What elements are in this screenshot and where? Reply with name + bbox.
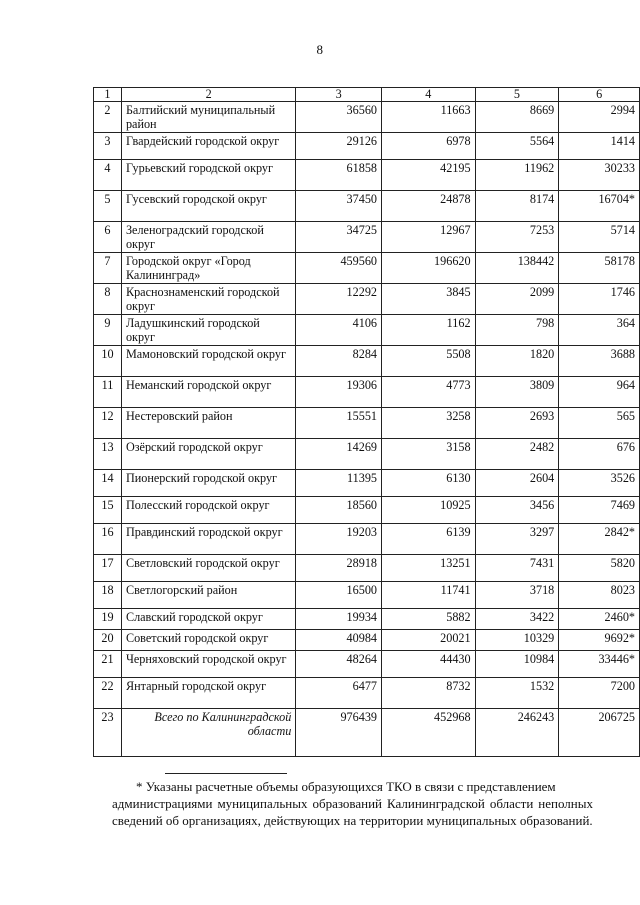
total-col-5: 246243	[475, 709, 559, 757]
table-row	[94, 346, 640, 377]
value-col-4: 3158	[382, 439, 476, 470]
value-col-6: 565	[559, 408, 640, 439]
municipality-name: Гурьевский городской округ	[121, 160, 295, 191]
table-row	[94, 284, 640, 315]
row-number: 14	[94, 470, 122, 497]
table-row	[94, 102, 640, 133]
table-row	[94, 470, 640, 497]
value-col-6: 58178	[559, 253, 640, 284]
value-col-4: 24878	[382, 191, 476, 222]
table-row	[94, 222, 640, 253]
municipality-name: Ладушкинский городской округ	[121, 315, 295, 346]
value-col-4: 20021	[382, 630, 476, 651]
total-col-6: 206725	[559, 709, 640, 757]
value-col-4: 11663	[382, 102, 476, 133]
municipality-name: Нестеровский район	[121, 408, 295, 439]
table-row	[94, 582, 640, 609]
municipality-name: Городской округ «Город Калининград»	[121, 253, 295, 284]
value-col-6: 2460*	[559, 609, 640, 630]
value-col-3: 48264	[296, 651, 382, 678]
municipality-name: Пионерский городской округ	[121, 470, 295, 497]
value-col-6: 7469	[559, 497, 640, 524]
table-row	[94, 651, 640, 678]
table-row	[94, 630, 640, 651]
value-col-5: 7253	[475, 222, 559, 253]
value-col-3: 6477	[296, 678, 382, 709]
value-col-4: 3258	[382, 408, 476, 439]
total-col-4: 452968	[382, 709, 476, 757]
value-col-6: 2994	[559, 102, 640, 133]
header-col-4: 4	[382, 88, 476, 102]
value-col-5: 138442	[475, 253, 559, 284]
header-col-1: 1	[94, 88, 122, 102]
footnote-separator	[165, 773, 287, 774]
total-row-number: 23	[94, 709, 122, 757]
row-number: 8	[94, 284, 122, 315]
value-col-6: 9692*	[559, 630, 640, 651]
value-col-6: 30233	[559, 160, 640, 191]
row-number: 22	[94, 678, 122, 709]
municipality-name: Гусевский городской округ	[121, 191, 295, 222]
value-col-4: 5882	[382, 609, 476, 630]
value-col-3: 459560	[296, 253, 382, 284]
value-col-6: 16704*	[559, 191, 640, 222]
municipality-name: Черняховский городской округ	[121, 651, 295, 678]
table-body	[94, 102, 640, 757]
row-number: 12	[94, 408, 122, 439]
row-number: 19	[94, 609, 122, 630]
value-col-6: 33446*	[559, 651, 640, 678]
value-col-3: 18560	[296, 497, 382, 524]
row-number: 10	[94, 346, 122, 377]
value-col-4: 8732	[382, 678, 476, 709]
row-number: 4	[94, 160, 122, 191]
value-col-5: 8174	[475, 191, 559, 222]
value-col-6: 8023	[559, 582, 640, 609]
row-number: 6	[94, 222, 122, 253]
table-row	[94, 315, 640, 346]
value-col-6: 676	[559, 439, 640, 470]
table-row	[94, 678, 640, 709]
row-number: 21	[94, 651, 122, 678]
value-col-3: 11395	[296, 470, 382, 497]
value-col-5: 3809	[475, 377, 559, 408]
table-row	[94, 191, 640, 222]
value-col-5: 2099	[475, 284, 559, 315]
row-number: 11	[94, 377, 122, 408]
footnote-first-line: * Указаны расчетные объемы образующихся ТКО в связи с представлением	[136, 779, 556, 794]
value-col-5: 2482	[475, 439, 559, 470]
value-col-4: 13251	[382, 555, 476, 582]
value-col-6: 364	[559, 315, 640, 346]
value-col-4: 10925	[382, 497, 476, 524]
value-col-5: 2693	[475, 408, 559, 439]
value-col-3: 14269	[296, 439, 382, 470]
header-col-3: 3	[296, 88, 382, 102]
value-col-4: 6978	[382, 133, 476, 160]
value-col-5: 5564	[475, 133, 559, 160]
value-col-5: 10984	[475, 651, 559, 678]
row-number: 17	[94, 555, 122, 582]
table-row	[94, 555, 640, 582]
row-number: 7	[94, 253, 122, 284]
value-col-5: 3718	[475, 582, 559, 609]
header-col-5: 5	[475, 88, 559, 102]
page-number: 8	[316, 42, 324, 57]
table-row	[94, 497, 640, 524]
value-col-5: 3456	[475, 497, 559, 524]
value-col-3: 16500	[296, 582, 382, 609]
header-row	[94, 88, 640, 102]
value-col-3: 61858	[296, 160, 382, 191]
value-col-3: 15551	[296, 408, 382, 439]
value-col-6: 5714	[559, 222, 640, 253]
table-row	[94, 253, 640, 284]
value-col-5: 798	[475, 315, 559, 346]
value-col-4: 12967	[382, 222, 476, 253]
value-col-5: 10329	[475, 630, 559, 651]
value-col-5: 2604	[475, 470, 559, 497]
value-col-3: 8284	[296, 346, 382, 377]
value-col-6: 7200	[559, 678, 640, 709]
value-col-3: 29126	[296, 133, 382, 160]
value-col-3: 19306	[296, 377, 382, 408]
value-col-3: 4106	[296, 315, 382, 346]
municipality-name: Полесский городской округ	[121, 497, 295, 524]
value-col-3: 12292	[296, 284, 382, 315]
value-col-6: 5820	[559, 555, 640, 582]
value-col-5: 3422	[475, 609, 559, 630]
row-number: 9	[94, 315, 122, 346]
header-col-2: 2	[121, 88, 295, 102]
municipality-name: Гвардейский городской округ	[121, 133, 295, 160]
value-col-3: 40984	[296, 630, 382, 651]
value-col-6: 1746	[559, 284, 640, 315]
municipality-name: Славский городской округ	[121, 609, 295, 630]
value-col-5: 7431	[475, 555, 559, 582]
municipality-name: Светловский городской округ	[121, 555, 295, 582]
value-col-3: 19203	[296, 524, 382, 555]
table-row	[94, 408, 640, 439]
total-row	[94, 709, 640, 757]
row-number: 2	[94, 102, 122, 133]
value-col-4: 4773	[382, 377, 476, 408]
value-col-3: 34725	[296, 222, 382, 253]
table-header	[94, 88, 640, 102]
row-number: 15	[94, 497, 122, 524]
municipality-name: Советский городской округ	[121, 630, 295, 651]
value-col-3: 28918	[296, 555, 382, 582]
value-col-6: 3688	[559, 346, 640, 377]
value-col-6: 1414	[559, 133, 640, 160]
total-col-3: 976439	[296, 709, 382, 757]
value-col-4: 3845	[382, 284, 476, 315]
municipality-name: Светлогорский район	[121, 582, 295, 609]
value-col-4: 11741	[382, 582, 476, 609]
row-number: 3	[94, 133, 122, 160]
municipality-name: Янтарный городской округ	[121, 678, 295, 709]
municipality-name: Мамоновский городской округ	[121, 346, 295, 377]
row-number: 16	[94, 524, 122, 555]
value-col-6: 3526	[559, 470, 640, 497]
value-col-4: 6130	[382, 470, 476, 497]
row-number: 20	[94, 630, 122, 651]
municipality-name: Правдинский городской округ	[121, 524, 295, 555]
value-col-4: 6139	[382, 524, 476, 555]
row-number: 5	[94, 191, 122, 222]
value-col-4: 1162	[382, 315, 476, 346]
value-col-5: 3297	[475, 524, 559, 555]
municipality-name: Балтийский муниципальный район	[121, 102, 295, 133]
table-row	[94, 524, 640, 555]
table-row	[94, 439, 640, 470]
municipality-name: Озёрский городской округ	[121, 439, 295, 470]
municipality-name: Краснознаменский городской округ	[121, 284, 295, 315]
row-number: 13	[94, 439, 122, 470]
header-col-6: 6	[559, 88, 640, 102]
value-col-5: 1820	[475, 346, 559, 377]
municipality-name: Зеленоградский городской округ	[121, 222, 295, 253]
table-row	[94, 377, 640, 408]
value-col-5: 8669	[475, 102, 559, 133]
waste-volume-table	[93, 87, 640, 757]
value-col-4: 42195	[382, 160, 476, 191]
value-col-5: 11962	[475, 160, 559, 191]
table-row	[94, 160, 640, 191]
table-row	[94, 133, 640, 160]
value-col-6: 964	[559, 377, 640, 408]
value-col-3: 37450	[296, 191, 382, 222]
row-number: 18	[94, 582, 122, 609]
value-col-4: 5508	[382, 346, 476, 377]
total-label: Всего по Калининградской области	[121, 709, 295, 757]
table-row	[94, 609, 640, 630]
value-col-6: 2842*	[559, 524, 640, 555]
value-col-4: 196620	[382, 253, 476, 284]
value-col-5: 1532	[475, 678, 559, 709]
value-col-3: 19934	[296, 609, 382, 630]
municipality-name: Неманский городской округ	[121, 377, 295, 408]
footnote-text: администрациями муниципальных образований Калининградской области неполных сведений об организациях, действующих на территории муниципальных образований.	[112, 796, 593, 828]
value-col-4: 44430	[382, 651, 476, 678]
value-col-3: 36560	[296, 102, 382, 133]
